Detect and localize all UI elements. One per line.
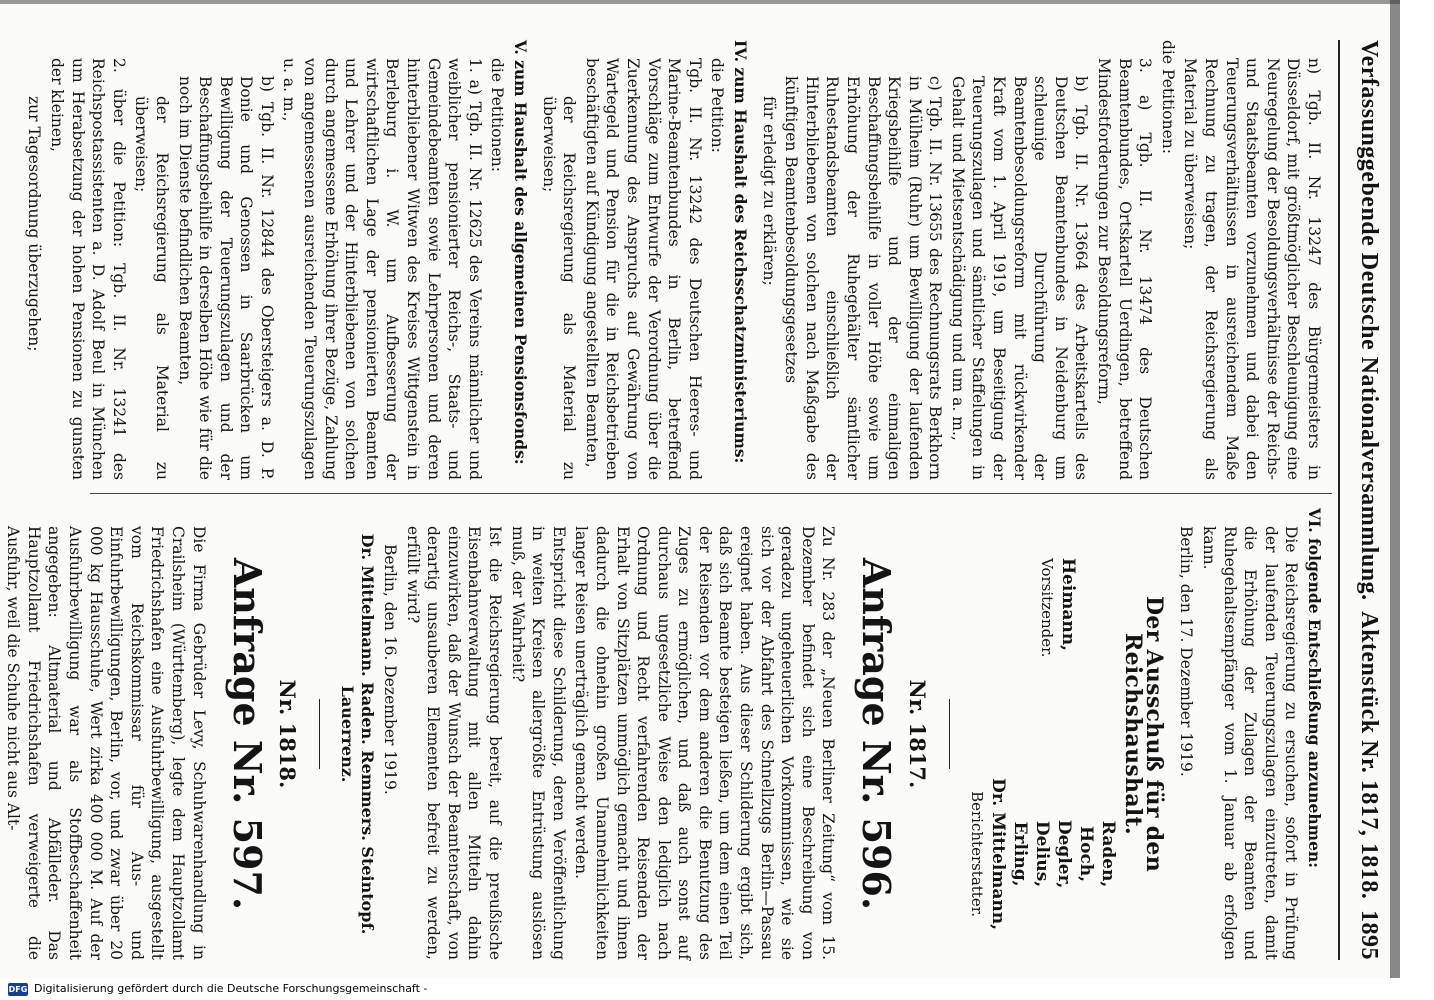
anfrage-596-paragraph: Ist die Reichsregierung bereit, auf die preußische Eisenbahnverwaltung mit allen Mitteln dahin einzuwirken, daß der Wunsch der Beamtenschaft, von derartig unsauberen Elementen befreit zu werden, erfüllt wird? <box>403 526 504 960</box>
anfrage-596-paragraph: Entspricht diese Schilderung, deren Veröffentlichung in weiten Kreisen allergrößte Entrüstung auslösen muß, der Wahrheit? <box>508 526 568 960</box>
petition-paragraph: 2. über die Petition: Tgb. II. Nr. 13241 des Reichspostassistenten a. D. Adolf Beul in München um Herabsetzung der hohen Pensionen zu gunsten der kleinen, <box>47 58 128 480</box>
rapporteur-name: Degler, <box>1053 819 1074 889</box>
anfrage-597-title: Anfrage Nr. 597. <box>224 557 270 911</box>
right-column <box>1 508 1324 960</box>
anfrage-596-paragraph: Zu Nr. 283 der „Neuen Berliner Zeitung“ vom 15. Dezember befindet sich eine Beschreibung von geradezu ungeheuerlichen Vorkommnissen, wie sie sich vor der Abfahrt des Schnellzugs Berlin—Passau ereignet haben. Aus dieser Schilderung ergibt sich, daß sich Beamte besteigen ließen, um dem einen Teil der Reisenden vor dem anderen die Benutzung des Zuges zu ermöglichen, und daß auch sonst auf durchaus ungesetzliche Weise den lediglich nach Ordnung und Recht verfahrenden Reisenden der Erhalt von Sitzplätzen unmöglich gemacht und ihnen dadurch die ohnehin großen Unannehmlichkeiten langer Reisen unerträglich gemacht werden. <box>572 526 838 960</box>
rapporteur-name: Hoch, <box>1075 826 1096 883</box>
committee-name: Der Ausschuß für den Reichshaushalt. <box>1120 595 1167 872</box>
petition-paragraph: für erledigt zu erklären; <box>759 96 778 286</box>
funding-note: Digitalisierung gefördert durch die Deutsche Forschungsgemeinschaft - <box>34 982 428 995</box>
signatures-block <box>966 508 1119 960</box>
page-number: 1895 <box>1356 909 1382 960</box>
anfrage-597-paragraph: Die Firma Gebrüder Levy, Schuhwarenhandlung in Crailsheim (Württemberg), legte dem Hauptzollamt Friedrichshafen eine Ausfuhrbewilligung, ausgestellt vom Reichskommissar für Aus- und Einfuhrbewilligungen, Berlin, vor, und zwar über 20 000 kg Hausschuhe, Wert zirka 400 000 M. Auf der Ausfuhrbewilligung war als Stoffbeschaffenheit angegeben: Altmaterial und Abfälleder. Das Hauptzollamt Friedrichshafen verweigerte die Ausfuhr, weil die Schuhe nicht aus Alt- <box>4 526 208 960</box>
section-separator <box>949 699 950 769</box>
section-vi-text: Die Reichsregierung zu ersuchen, sofort in Prüfung der laufenden Teuerungszulagen einzutreten, damit die Erhöhung der Zulagen der Beamten und Ruhegehaltsempfänger vom 1. Januar ab erfolgen kann. <box>1200 526 1301 960</box>
dfg-logo: DFG <box>8 984 28 994</box>
header-rule <box>1338 40 1340 960</box>
column-rule <box>90 493 1332 494</box>
rapporteur-role: Berichterstatter. <box>967 791 986 918</box>
rapporteur-name: Erling, <box>1009 821 1030 887</box>
date-line: Berlin, den 16. Dezember 1919. <box>381 544 399 795</box>
document-numbers: Aktenstück Nr. 1817, 1818. <box>1356 611 1382 900</box>
petition-paragraph: zur Tagesordnung überzugehen; <box>25 96 44 352</box>
petition-paragraph: n) Tgb. II. Nr. 13247 des Bürgermeisters in Düsseldorf, mit größtmöglicher Beschleunigung eine Neuregelung der Besoldungsverhältnisse der Reichs- und Staatsbeamten vorzunehmen und dabei den Teuerungsverhältnissen in ausreichendem Maße Rechnung zu tragen, der Reichsregierung als Material zu überweisen; <box>1181 58 1323 480</box>
anfrage-596-title: Anfrage Nr. 596. <box>854 557 900 911</box>
rapporteur-block <box>966 778 1119 930</box>
document-number-1817: Nr. 1817. <box>905 679 931 789</box>
document-number-1818: Nr. 1818. <box>275 679 301 789</box>
petition-paragraph: V. zum Haushalt des allgemeinen Pensionsfonds: <box>511 40 531 465</box>
rapporteur-name: Delius, <box>1031 820 1052 888</box>
date-line: Berlin, den 17. Dezember 1919. <box>1177 526 1196 777</box>
digitization-footer <box>0 978 1434 1000</box>
petition-paragraph: 3. a) Tgb. II. Nr. 13474 des Deutschen Beamtenbundes, Ortskartell Uerdingen, betreffend Mindestforderungen zur Besoldungsreform, <box>1095 58 1155 480</box>
chair-role: Vorsitzender. <box>1037 558 1056 658</box>
scan-edge-left <box>0 0 1400 4</box>
petition-paragraph: die Petitionen: <box>1158 40 1177 154</box>
petition-paragraph: Tgb. II. Nr. 13242 des Deutschen Heeres- und Marine-Beamtenbundes in Berlin, betreffend Vorschläge zum Entwurfe der Verordnung über die Zuerkennung des Anspruchs auf Gewährung von Wartegeld und Pension für die in Reichsbetrieben beschäftigten auf Kündigung angestellten Beamten, <box>582 58 704 480</box>
rapporteur-name: Raden, <box>1097 820 1118 888</box>
publication-title: Verfassunggebende Deutsche Nationalversammlung. <box>1356 40 1382 601</box>
petition-paragraph: der Reichsregierung als Material zu überweisen; <box>539 96 579 480</box>
petition-paragraph: b) Tgb. II. Nr. 13664 des Arbeitskartells des Deutschen Beamtenbundes in Neidenburg um schleunige Durchführung der Beamtenbesoldungsreform mit rückwirkender Kraft vom 1. April 1919, um Beseitigung der Teuerungszulagen und sämtlicher Staffelungen in Gehalt und Mietsentschädigung und um a. m., <box>948 76 1091 480</box>
chair-name: Heimann, <box>1057 558 1078 651</box>
section-vi-intro: VI. folgende Entschließung anzunehmen: <box>1305 508 1324 868</box>
chair-block <box>966 558 1079 657</box>
petition-paragraph: 1. a) Tgb. II. Nr. 12625 des Vereins männlicher und weiblicher pensionierter Reichs-, Staats- und Gemeindebeamten sowie Lehrpersonen und deren hinterbliebener Witwen des Kreises Wittgenstein in Berleburg i. W. um Aufbesserung der wirtschaftlichen Lage der pensionierten Beamten und Lehrer und der Hinterbliebenen von solchen durch angemessene Erhöhung ihrer Bezüge, Zahlung von angemessenen ausreichenden Teuerungszulagen u. a. m., <box>280 58 484 480</box>
section-separator <box>319 699 320 769</box>
petition-paragraph: der Reichsregierung als Material zu überweisen; <box>132 96 171 480</box>
petition-paragraph: IV. zum Haushalt des Reichsschatzministeriums: <box>730 40 750 464</box>
petition-paragraph: die Petitionen: <box>488 58 507 172</box>
anfrage-596-signers: Dr. Mittelmann. Raden. Remmers. Steintopf. Lauerrenz. <box>337 533 378 935</box>
rapporteur-name: Dr. Mittelmann, <box>987 778 1008 930</box>
petition-paragraph: b) Tgb. II. Nr. 12844 des Obersteigers a. D. P. Donie und Genossen in Saarbrücken um Bewilligung der Teuerungszulagen und der Beschaffungsbeihilfe in derselben Höhe wie für die noch im Dienste befindlichen Beamten, <box>175 76 276 480</box>
petition-paragraph: die Petition: <box>708 58 727 153</box>
left-column <box>22 40 1324 480</box>
running-head <box>1348 40 1382 960</box>
petition-paragraph: c) Tgb. II. Nr. 13655 des Rechnungsrats Berkhorn in Mülheim (Ruhr) um Bewilligung der laufenden Kriegsbeihilfe und der einmaligen Beschaffungsbeihilfe in voller Höhe sowie um Erhöhung der Ruhegehälter sämtlicher Ruhestandsbeamten einschließlich der Hinterbliebenen von solchen nach Maßgabe des künftigen Beamtenbesoldungsgesetzes <box>782 76 945 480</box>
scan-edge-top <box>1390 0 1400 1000</box>
